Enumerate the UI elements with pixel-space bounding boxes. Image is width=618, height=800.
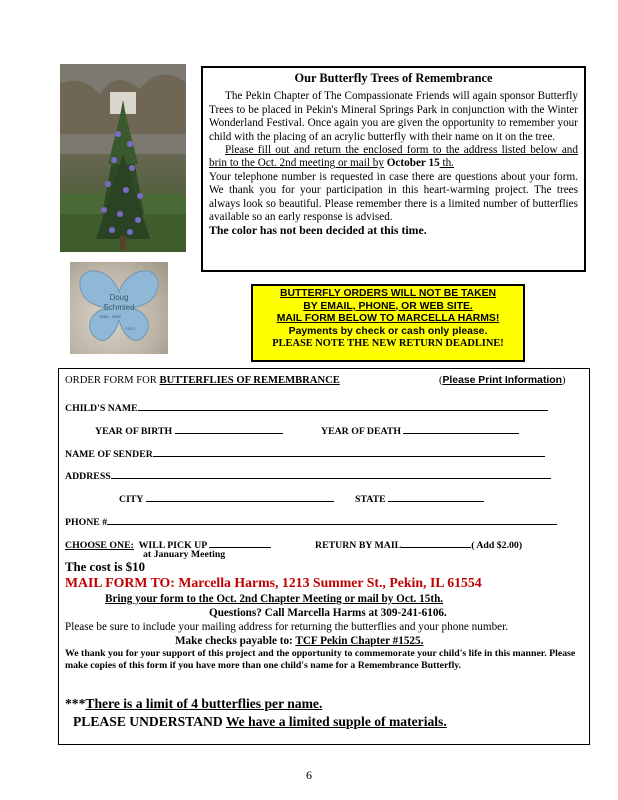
state-row[interactable] bbox=[355, 492, 484, 505]
article-color-note: The color has not been decided at this time. bbox=[209, 223, 427, 238]
january-meeting: at January Meeting bbox=[143, 549, 226, 560]
form-header bbox=[65, 375, 340, 386]
bring-form-text: Bring your form to the Oct. 2nd Chapter Meeting or mail by Oct. 15th. bbox=[105, 593, 444, 605]
notice-line-2: BY EMAIL, PHONE, OR WEB SITE. bbox=[303, 300, 473, 312]
return-mail-field[interactable] bbox=[401, 538, 471, 548]
year-of-birth-row[interactable] bbox=[95, 424, 283, 437]
year-of-birth-label: YEAR OF BIRTH bbox=[95, 426, 173, 437]
limit-stars: *** bbox=[65, 696, 86, 711]
article-instructions: Please fill out and return the enclosed form to the address listed below and brin to the Oct. 2nd meeting or mail by bbox=[209, 144, 578, 170]
sender-field[interactable] bbox=[153, 447, 545, 457]
article-paragraph-2 bbox=[209, 144, 578, 171]
butterfly-tree-photo bbox=[60, 64, 186, 252]
year-of-death-row[interactable] bbox=[321, 424, 519, 437]
childs-name-row[interactable] bbox=[65, 401, 548, 414]
understand-row bbox=[73, 714, 447, 730]
include-address-text: Please be sure to include your mailing address for returning the butterflies and your phone number. bbox=[65, 621, 509, 633]
cost-text: The cost is $10 bbox=[65, 560, 145, 574]
state-label: STATE bbox=[355, 494, 386, 505]
return-mail-label: RETURN BY MAIL bbox=[315, 540, 402, 551]
form-header-title: BUTTERFLIES OF REMEMBRANCE bbox=[159, 375, 340, 386]
childs-name-label: CHILD'S NAME bbox=[65, 403, 138, 414]
article-title: Our Butterfly Trees of Remembrance bbox=[294, 71, 493, 85]
plaque-name-line1: Doug bbox=[109, 293, 129, 302]
form-header-prefix: ORDER FORM FOR bbox=[65, 375, 160, 386]
address-field[interactable] bbox=[111, 469, 551, 479]
city-label: CITY bbox=[119, 494, 144, 505]
address-label: ADDRESS bbox=[65, 471, 111, 482]
butterfly-plaque bbox=[70, 262, 168, 354]
make-checks-row bbox=[175, 635, 423, 647]
plaque-name-line2: Schmied bbox=[103, 303, 135, 312]
pick-up-label: WILL PICK UP bbox=[138, 540, 207, 551]
return-mail-row[interactable] bbox=[315, 538, 522, 551]
mail-form-to: MAIL FORM TO: Marcella Harms, 1213 Summer St., Pekin, IL 61554 bbox=[65, 575, 482, 590]
notice-line-1: BUTTERFLY ORDERS WILL NOT BE TAKEN bbox=[279, 288, 497, 299]
article-deadline: October 15 bbox=[386, 157, 440, 170]
butterfly-plaque-photo bbox=[70, 262, 168, 354]
sender-row[interactable] bbox=[65, 447, 545, 460]
tree-illustration bbox=[60, 64, 186, 252]
order-form bbox=[58, 368, 590, 745]
article-deadline-suffix: th. bbox=[439, 157, 454, 170]
city-field[interactable] bbox=[146, 492, 334, 502]
understand-text: PLEASE UNDERSTAND We have a limited supple of materials. bbox=[73, 714, 447, 729]
make-checks-label: Make checks payable to: bbox=[175, 635, 296, 647]
year-of-birth-field[interactable] bbox=[175, 424, 283, 434]
notice-box bbox=[251, 284, 525, 362]
notice-line-5: PLEASE NOTE THE NEW RETURN DEADLINE! bbox=[272, 338, 504, 350]
plaque-years-right: 2023 bbox=[125, 326, 135, 331]
notice-line-3: MAIL FORM BELOW TO MARCELLA HARMS! bbox=[276, 313, 500, 325]
article-box bbox=[201, 66, 586, 272]
limit-text: There is a limit of 4 butterflies per name. bbox=[85, 696, 323, 711]
article-paragraph-3: Your telephone number is requested in case there are questions about your form. We thank you for your participation in this heart-warming project. The trees always look so beautiful. Please remember there is a limited number of butterflies available so an early response is advised. bbox=[209, 170, 578, 224]
year-of-death-field[interactable] bbox=[403, 424, 519, 434]
state-field[interactable] bbox=[388, 492, 484, 502]
print-note-open: ( bbox=[439, 375, 443, 386]
article-paragraph-1: The Pekin Chapter of The Compassionate Friends will again sponsor Butterfly Trees to be placed in Pekin's Mineral Springs Park in conjunction with the Winter Wonderland Festival. Once again you are given the opportunity to remember your child with the placing of an acrylic butterfly with their name on it on the tree. bbox=[209, 90, 578, 143]
city-row[interactable] bbox=[119, 492, 334, 505]
return-mail-fee: ( Add $2.00) bbox=[471, 540, 523, 551]
sender-label: NAME OF SENDER bbox=[65, 449, 153, 460]
page-number: 6 bbox=[306, 768, 312, 782]
address-row[interactable] bbox=[65, 469, 551, 482]
pick-up-field[interactable] bbox=[209, 538, 271, 548]
notice-line-4: Payments by check or cash only please. bbox=[288, 325, 488, 337]
print-note bbox=[439, 375, 565, 386]
questions-text: Questions? Call Marcella Harms at 309-241-6106. bbox=[209, 607, 447, 619]
make-checks-payee: TCF Pekin Chapter #1525. bbox=[295, 635, 424, 647]
print-note-close: ) bbox=[562, 375, 566, 386]
plaque-years-left: 1984 - 2005 bbox=[99, 314, 121, 319]
phone-label: PHONE # bbox=[65, 517, 108, 528]
year-of-death-label: YEAR OF DEATH bbox=[321, 426, 402, 437]
phone-field[interactable] bbox=[107, 515, 557, 525]
phone-row[interactable] bbox=[65, 515, 557, 528]
limit-row bbox=[65, 696, 322, 712]
choose-one-label: CHOOSE ONE: bbox=[65, 540, 134, 551]
print-note-text: Please Print Information bbox=[442, 375, 562, 386]
childs-name-field[interactable] bbox=[138, 401, 548, 411]
thanks-text: We thank you for your support of this project and the opportunity to commemorate your child's life in this manner. Please make copies of this form if you have more than one child's name for a Remembrance Butterfly. bbox=[65, 648, 576, 672]
